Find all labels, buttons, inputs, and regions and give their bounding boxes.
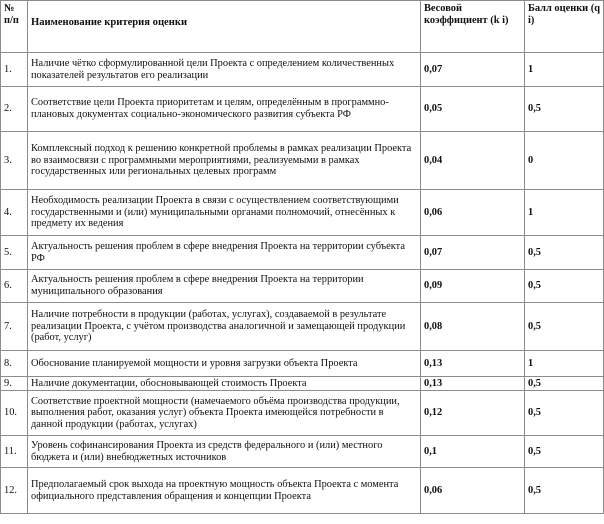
- header-criterion-name: [28, 1, 421, 53]
- criterion-name: Соответствие цели Проекта приоритетам и целям, определённым в программно-плановых документах социально-экономического развития субъекта РФ: [28, 87, 421, 132]
- score-value: 0,5: [525, 436, 604, 468]
- row-number: 7.: [1, 303, 28, 351]
- weight-coefficient: 0,13: [421, 377, 525, 391]
- table-row: [1, 351, 604, 377]
- weight-coefficient: 0,05: [421, 87, 525, 132]
- weight-coefficient: 0,06: [421, 468, 525, 514]
- row-number: 3.: [1, 132, 28, 190]
- criterion-name: Уровень софинансирования Проекта из средств федерального и (или) местного бюджета и (или) внебюджетных источников: [28, 436, 421, 468]
- table-row: [1, 132, 604, 190]
- table-header-row: [1, 1, 604, 53]
- weight-coefficient: 0,07: [421, 236, 525, 270]
- score-value: 0,5: [525, 377, 604, 391]
- weight-coefficient: 0,07: [421, 53, 525, 87]
- table-row: [1, 391, 604, 436]
- weight-coefficient: 0,08: [421, 303, 525, 351]
- row-number: 11.: [1, 436, 28, 468]
- table-row: [1, 377, 604, 391]
- row-number: 5.: [1, 236, 28, 270]
- score-value: 0,5: [525, 270, 604, 303]
- criterion-name: Комплексный подход к решению конкретной проблемы в рамках реализации Проекта во взаимосвязи с программными мероприятиями, реализуемыми в рамках государственных или региональных целевых программ: [28, 132, 421, 190]
- score-value: 0: [525, 132, 604, 190]
- table-row: [1, 87, 604, 132]
- row-number: 10.: [1, 391, 28, 436]
- table-row: [1, 468, 604, 514]
- header-number: № п/п: [1, 1, 28, 53]
- criterion-name: Наличие чётко сформулированной цели Проекта с определением количественных показателей результатов его реализации: [28, 53, 421, 87]
- score-value: 0,5: [525, 236, 604, 270]
- criterion-name: Наличие документации, обосновывающей стоимость Проекта: [28, 377, 421, 391]
- criterion-name: Соответствие проектной мощности (намечаемого объёма производства продукции, выполнения работ, оказания услуг) объекта Проекта имеющейся потребности в данной продукции (работах, услугах): [28, 391, 421, 436]
- score-value: 0,5: [525, 303, 604, 351]
- header-score: Балл оценки (q i): [525, 1, 604, 53]
- table-row: [1, 236, 604, 270]
- table-row: [1, 270, 604, 303]
- weight-coefficient: 0,09: [421, 270, 525, 303]
- row-number: 6.: [1, 270, 28, 303]
- header-weight-coefficient: Весовой коэффициент (k i): [421, 1, 525, 53]
- criterion-name: Предполагаемый срок выхода на проектную мощность объекта Проекта с момента официального представления обращения и концепции Проекта: [28, 468, 421, 514]
- weight-coefficient: 0,13: [421, 351, 525, 377]
- score-value: 1: [525, 351, 604, 377]
- score-value: 1: [525, 53, 604, 87]
- criterion-name: Наличие потребности в продукции (работах, услугах), создаваемой в результате реализации Проекта, с учётом производства аналогичной и замещающей продукции (работ, услуг): [28, 303, 421, 351]
- criterion-name: Актуальность решения проблем в сфере внедрения Проекта на территории субъекта РФ: [28, 236, 421, 270]
- row-number: 2.: [1, 87, 28, 132]
- criterion-name: Обоснование планируемой мощности и уровня загрузки объекта Проекта: [28, 351, 421, 377]
- row-number: 8.: [1, 351, 28, 377]
- header-criterion-name-label: Наименование критерия оценки: [31, 17, 188, 28]
- weight-coefficient: 0,1: [421, 436, 525, 468]
- weight-coefficient: 0,04: [421, 132, 525, 190]
- weight-coefficient: 0,12: [421, 391, 525, 436]
- criterion-name: Необходимость реализации Проекта в связи с осуществлением соответствующими государственными и (или) муниципальными органами полномочий, отнесённых к предмету их ведения: [28, 190, 421, 236]
- table-body: [1, 53, 604, 514]
- score-value: 0,5: [525, 391, 604, 436]
- row-number: 9.: [1, 377, 28, 391]
- row-number: 1.: [1, 53, 28, 87]
- score-value: 0,5: [525, 468, 604, 514]
- table-row: [1, 190, 604, 236]
- table-row: [1, 436, 604, 468]
- table-row: [1, 53, 604, 87]
- score-value: 1: [525, 190, 604, 236]
- score-value: 0,5: [525, 87, 604, 132]
- criterion-name: Актуальность решения проблем в сфере внедрения Проекта на территории муниципального образования: [28, 270, 421, 303]
- row-number: 12.: [1, 468, 28, 514]
- weight-coefficient: 0,06: [421, 190, 525, 236]
- row-number: 4.: [1, 190, 28, 236]
- table-row: [1, 303, 604, 351]
